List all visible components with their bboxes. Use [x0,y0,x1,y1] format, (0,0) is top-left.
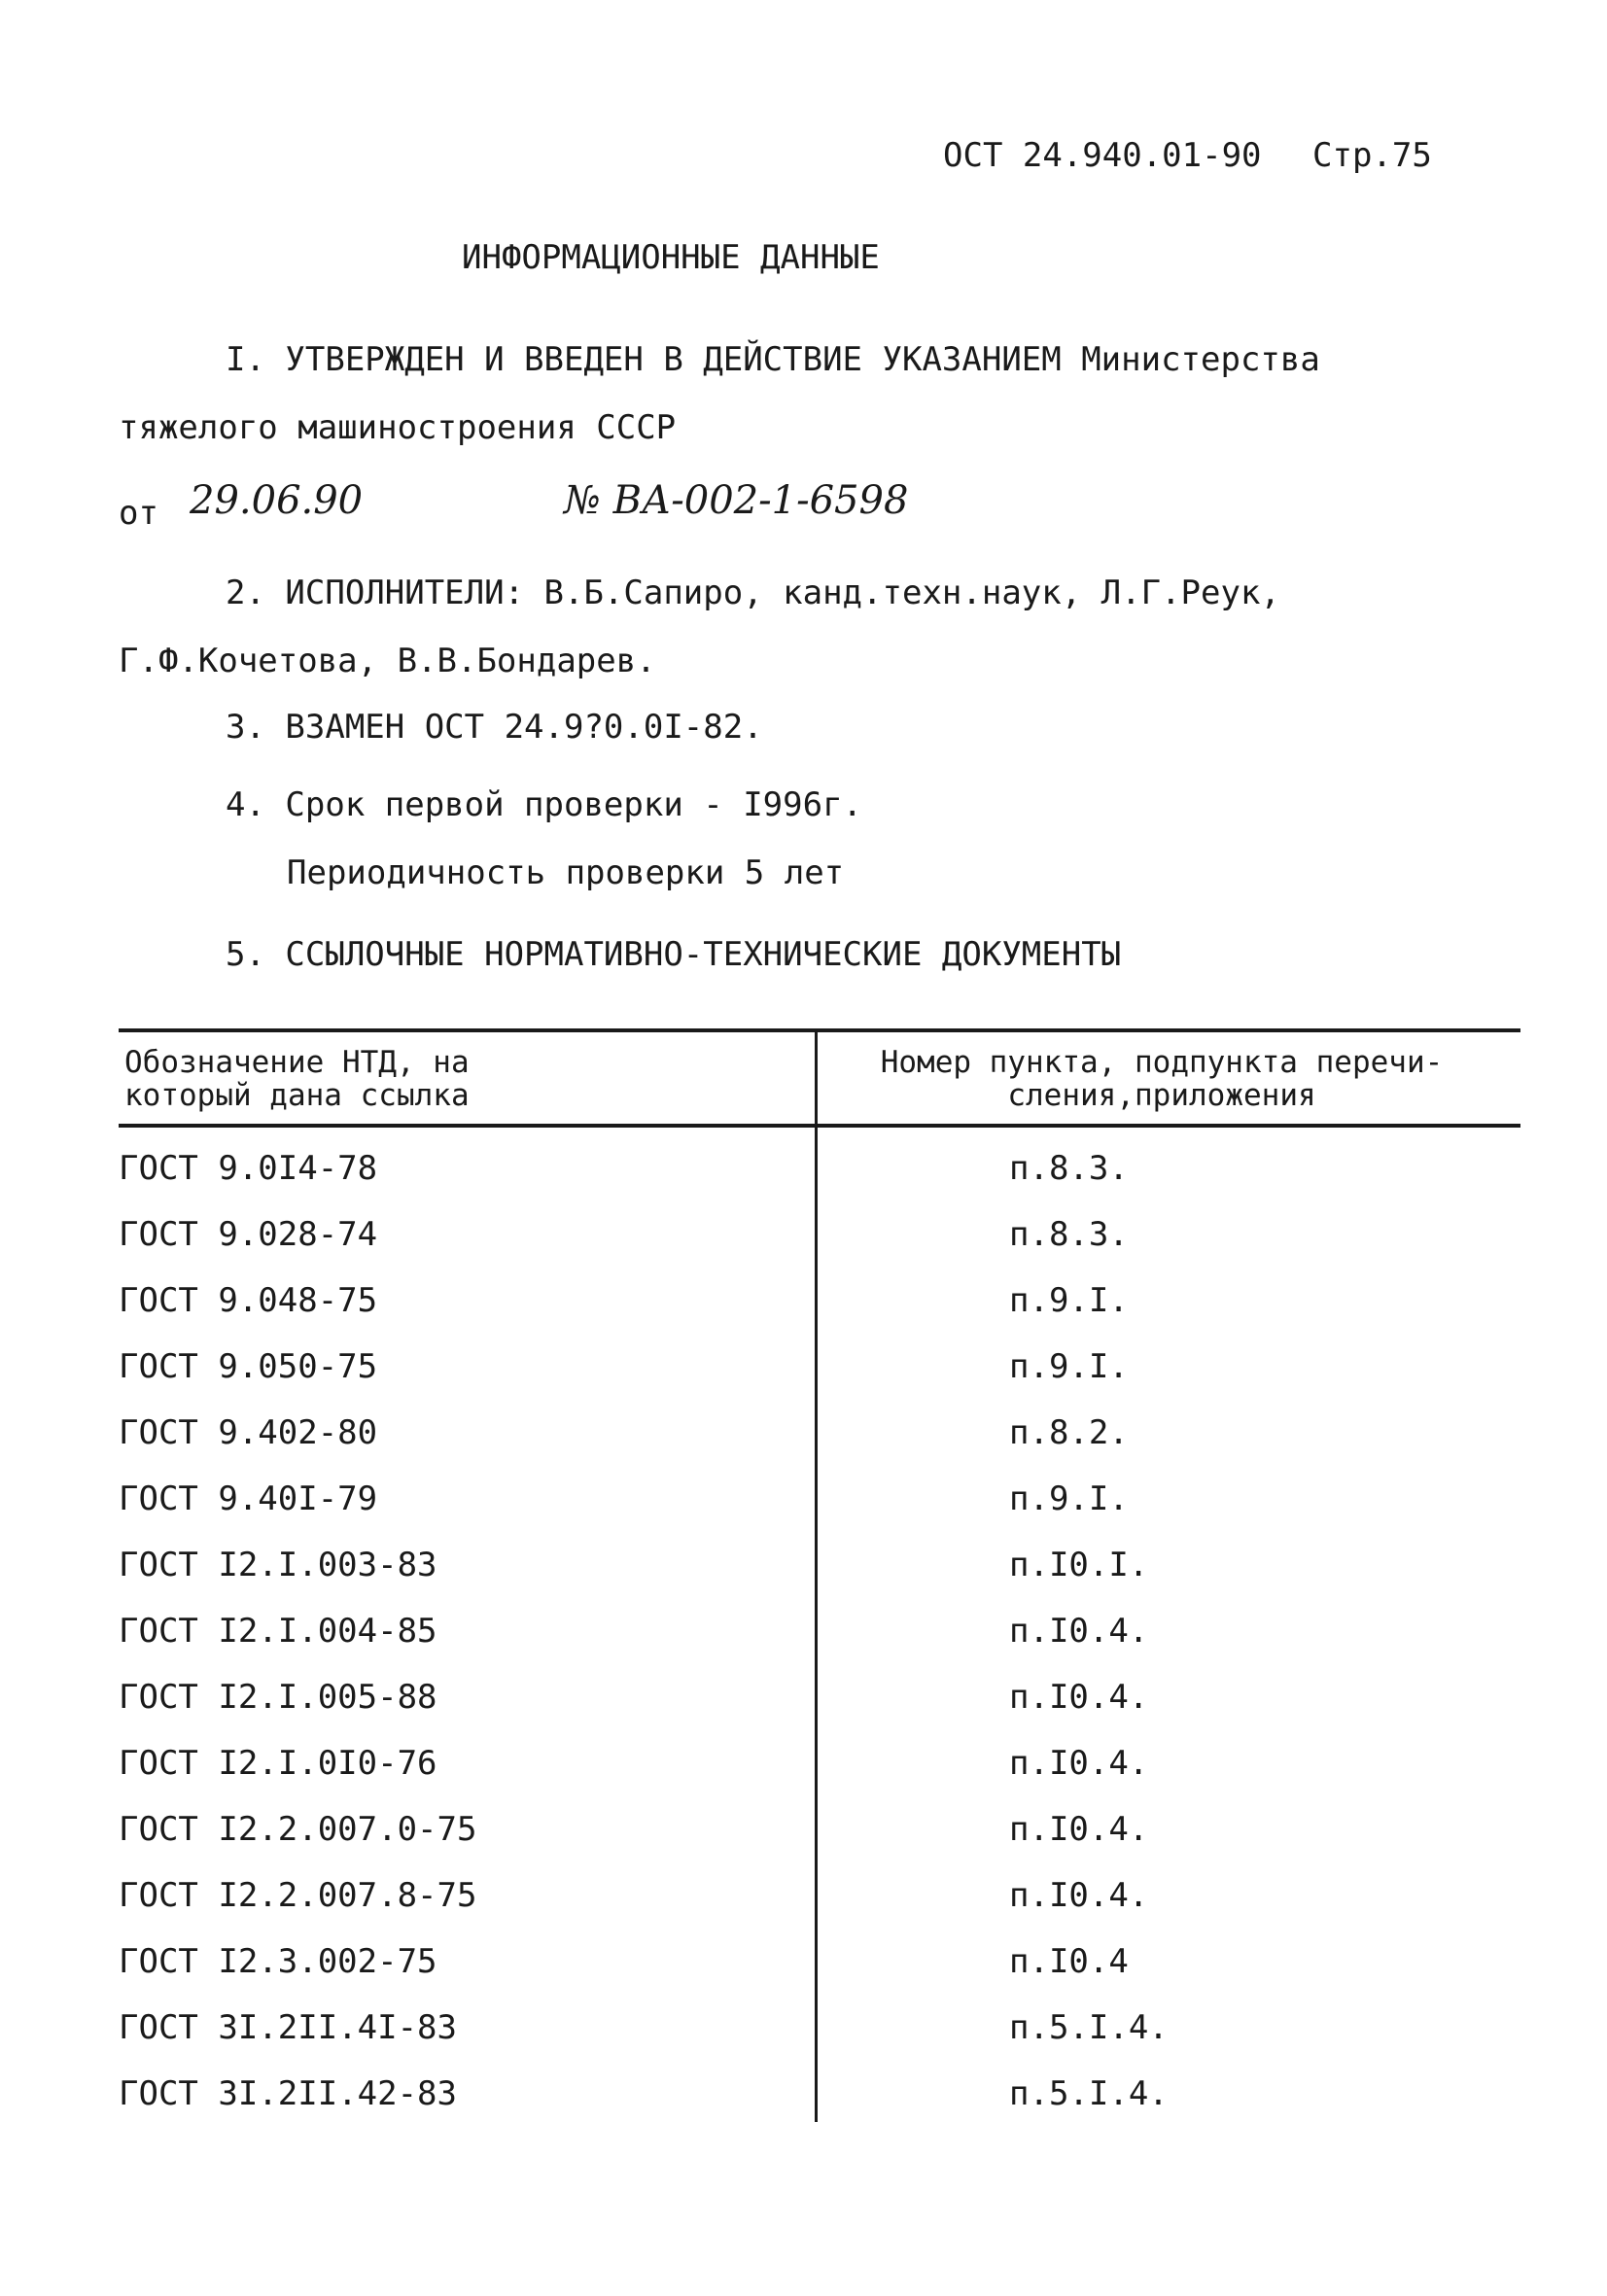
table-cell-designation: ГОСТ I2.I.0I0-76 [119,1744,437,1783]
table-cell-designation: ГОСТ 9.0I4-78 [119,1149,378,1188]
table-cell-designation: ГОСТ I2.2.007.0-75 [119,1810,477,1849]
table-row [0,1744,1607,1792]
table-header-col1: Обозначение НТД, на который дана ссылка [124,1045,470,1113]
table-row [0,1942,1607,1991]
handwritten-order-number: № ВА-002-1-6598 [564,478,909,523]
table-row [0,1546,1607,1594]
table-cell-clause: п.8.3. [1009,1215,1129,1254]
page-number: Стр.75 [1312,136,1432,175]
item4-line1: 4. Срок первой проверки - I996г. [226,785,863,824]
item4-line2: Периодичность проверки 5 лет [287,853,845,892]
table-top-rule [119,1028,1520,1032]
table-cell-clause: п.8.3. [1009,1149,1129,1188]
table-row [0,2008,1607,2057]
table-row [0,2074,1607,2123]
handwritten-date: 29.06.90 [190,478,364,523]
table-row [0,1810,1607,1859]
table-cell-clause: п.I0.I. [1009,1546,1149,1584]
table-cell-designation: ГОСТ 3I.2II.4I-83 [119,2008,457,2047]
table-cell-clause: п.9.I. [1009,1347,1129,1386]
item2-line1: 2. ИСПОЛНИТЕЛИ: В.Б.Сапиро, канд.техн.наук, Л.Г.Реук, [226,574,1280,612]
item1-line2: тяжелого машиностроения СССР [119,408,677,447]
table-cell-designation: ГОСТ I2.I.003-83 [119,1546,437,1584]
table-cell-clause: п.9.I. [1009,1479,1129,1518]
table-cell-designation: ГОСТ 9.402-80 [119,1413,378,1452]
table-cell-clause: п.I0.4. [1009,1612,1149,1651]
table-cell-designation: ГОСТ I2.3.002-75 [119,1942,437,1981]
table-cell-clause: п.5.I.4. [1009,2074,1169,2113]
item3-replaces: 3. ВЗАМЕН ОСТ 24.9?0.0I-82. [226,708,763,747]
item5-heading: 5. ССЫЛОЧНЫЕ НОРМАТИВНО-ТЕХНИЧЕСКИЕ ДОКУМЕНТЫ [226,935,1122,974]
table-cell-clause: п.9.I. [1009,1281,1129,1320]
table-cell-designation: ГОСТ 9.050-75 [119,1347,378,1386]
table-cell-clause: п.5.I.4. [1009,2008,1169,2047]
table-row [0,1347,1607,1396]
table-cell-clause: п.I0.4. [1009,1810,1149,1849]
table-cell-clause: п.I0.4. [1009,1678,1149,1717]
item1-line1: I. УТВЕРЖДЕН И ВВЕДЕН В ДЕЙСТВИЕ УКАЗАНИЕМ Министерства [226,340,1320,379]
table-row [0,1876,1607,1925]
table-cell-designation: ГОСТ 9.028-74 [119,1215,378,1254]
item1-from-label: от [119,494,158,533]
table-cell-clause: п.I0.4 [1009,1942,1129,1981]
table-cell-designation: ГОСТ 9.048-75 [119,1281,378,1320]
page-title: ИНФОРМАЦИОННЫЕ ДАННЫЕ [462,238,880,277]
table-row [0,1678,1607,1726]
table-cell-clause: п.I0.4. [1009,1744,1149,1783]
item2-line2: Г.Ф.Кочетова, В.В.Бондарев. [119,642,656,680]
table-row [0,1479,1607,1528]
table-row [0,1612,1607,1660]
table-cell-designation: ГОСТ I2.I.005-88 [119,1678,437,1717]
table-row [0,1215,1607,1264]
document-code: ОСТ 24.940.01-90 [943,136,1262,175]
table-row [0,1149,1607,1198]
table-header-col2: Номер пункта, подпункта перечи- сления,приложения [880,1045,1444,1113]
table-cell-designation: ГОСТ I2.I.004-85 [119,1612,437,1651]
table-row [0,1413,1607,1462]
table-cell-designation: ГОСТ 3I.2II.42-83 [119,2074,457,2113]
table-cell-clause: п.8.2. [1009,1413,1129,1452]
table-cell-clause: п.I0.4. [1009,1876,1149,1915]
table-row [0,1281,1607,1330]
table-header-rule [119,1124,1520,1128]
table-cell-designation: ГОСТ 9.40I-79 [119,1479,378,1518]
table-cell-designation: ГОСТ I2.2.007.8-75 [119,1876,477,1915]
